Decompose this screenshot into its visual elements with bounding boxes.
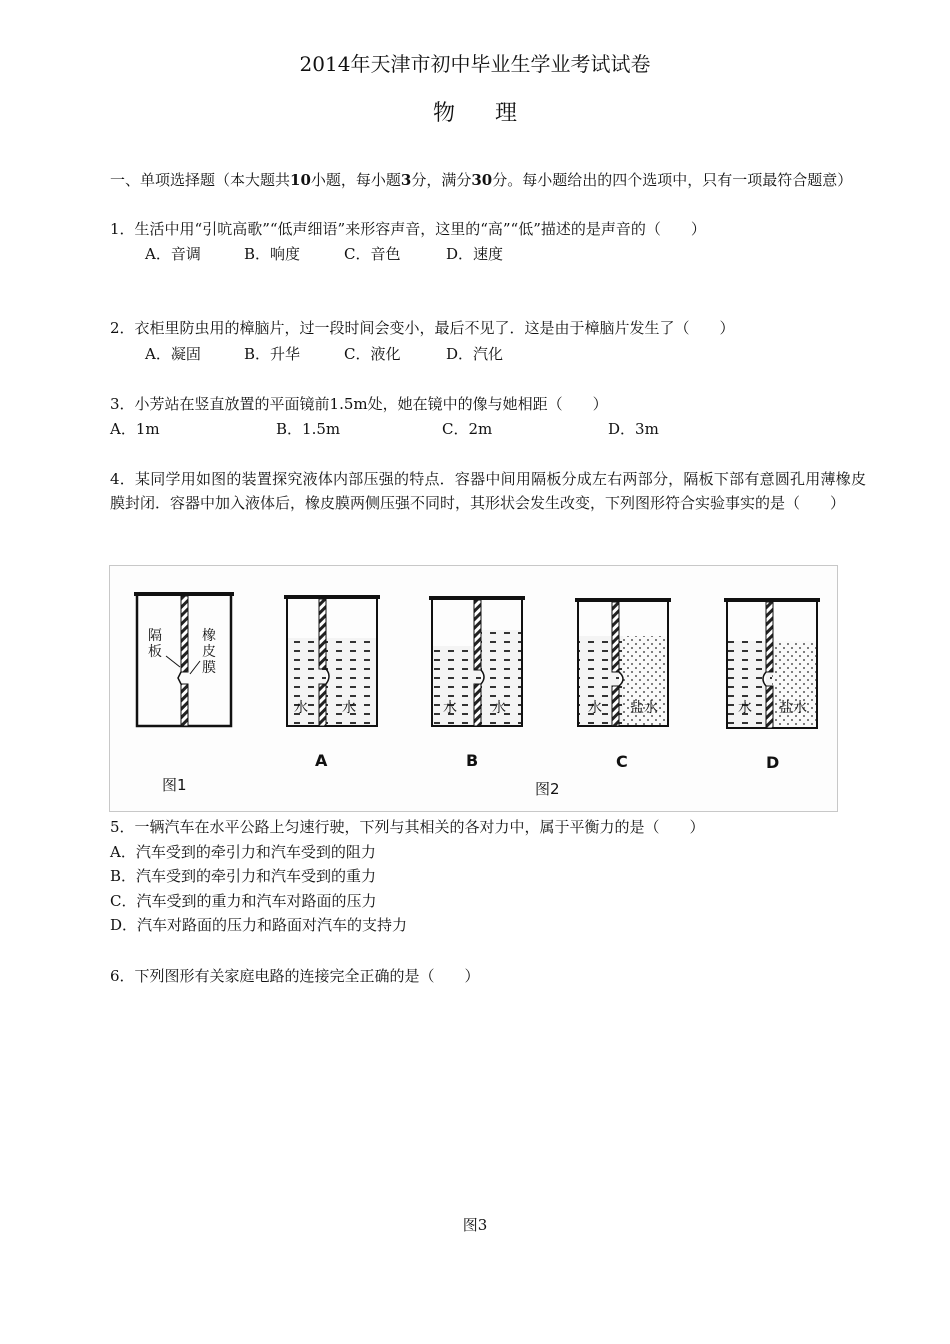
label-water-b-right: 水	[492, 700, 506, 716]
question-5-stem: 5．一辆汽车在水平公路上匀速行驶，下列与其相关的各对力中，属于平衡力的是（ ）	[110, 818, 705, 836]
q3-option-c[interactable]: C．2m	[442, 420, 493, 438]
label-salt-d: 盐水	[779, 700, 807, 716]
label-water-a-right: 水	[342, 700, 356, 716]
q1-option-a[interactable]: A．音调	[145, 245, 201, 263]
label-water-a-left: 水	[294, 700, 308, 716]
label-salt-c: 盐水	[630, 700, 658, 716]
q2-option-b[interactable]: B．升华	[244, 345, 301, 363]
q1-option-b[interactable]: B．响度	[244, 245, 301, 263]
q5-option-a[interactable]: A．汽车受到的牵引力和汽车受到的阻力	[110, 843, 376, 861]
q3-option-b[interactable]: B．1.5m	[276, 420, 341, 438]
intro-total: 30	[471, 171, 493, 189]
fig2-caption: 图2	[535, 780, 560, 798]
label-water-d: 水	[738, 700, 752, 716]
question-2-stem: 2．衣柜里防虫用的樟脑片，过一段时间会变小，最后不见了．这是由于樟脑片发生了（ ）	[110, 319, 735, 337]
q2-option-d[interactable]: D．汽化	[446, 345, 504, 363]
q5-option-b[interactable]: B．汽车受到的牵引力和汽车受到的重力	[110, 867, 377, 885]
intro-text: 分。每小题给出的四个选项中，只有一项最符合题意）	[492, 171, 853, 189]
intro-points-each: 3	[400, 171, 412, 189]
exam-title: 2014年天津市初中毕业生学业考试试卷	[299, 52, 651, 76]
q5-option-d[interactable]: D．汽车对路面的压力和路面对汽车的支持力	[110, 916, 408, 934]
option-label-b[interactable]: B	[466, 751, 479, 770]
figure-drawing	[110, 566, 837, 811]
question-3-stem: 3．小芳站在竖直放置的平面镜前1.5m处，她在镜中的像与她相距（ ）	[110, 395, 608, 413]
q1-option-c[interactable]: C．音色	[344, 245, 401, 263]
question-1-stem: 1．生活中用“引吭高歌”“低声细语”来形容声音，这里的“高”“低”描述的是声音的（ ）	[110, 220, 706, 238]
intro-text: 小题，每小题	[310, 171, 401, 189]
q5-option-c[interactable]: C．汽车受到的重力和汽车对路面的压力	[110, 892, 377, 910]
subject-title: 物理	[432, 101, 557, 126]
q1-option-d[interactable]: D．速度	[446, 245, 504, 263]
q2-option-c[interactable]: C．液化	[344, 345, 401, 363]
q3-option-a[interactable]: A．1m	[110, 420, 160, 438]
option-label-a[interactable]: A	[315, 751, 328, 770]
q3-option-d[interactable]: D．3m	[608, 420, 659, 438]
fig1-caption: 图1	[162, 776, 187, 794]
option-label-d[interactable]: D	[766, 753, 780, 772]
section-intro	[110, 168, 866, 192]
intro-text: 一、单项选择题（本大题共	[110, 171, 291, 189]
membrane-label: 橡皮膜	[202, 628, 216, 676]
fig3-caption: 图3	[462, 1216, 488, 1234]
partition-label: 隔板	[148, 628, 162, 660]
q2-option-a[interactable]: A．凝固	[145, 345, 201, 363]
question-4-stem: 4．某同学用如图的装置探究液体内部压强的特点．容器中间用隔板分成左右两部分，隔板下部有意圆孔用薄橡皮膜封闭．容器中加入液体后，橡皮膜两侧压强不同时，其形状会发生改变，下列图形符合实验事实的是（ ）	[110, 470, 866, 512]
intro-text: 分，满分	[411, 171, 472, 189]
label-water-b-left: 水	[443, 700, 457, 716]
label-water-c: 水	[588, 700, 602, 716]
option-label-c[interactable]: C	[616, 752, 628, 771]
question-6-stem: 6．下列图形有关家庭电路的连接完全正确的是（ ）	[110, 967, 480, 985]
intro-count: 10	[290, 171, 311, 189]
figure-pressure-apparatus	[109, 565, 838, 812]
